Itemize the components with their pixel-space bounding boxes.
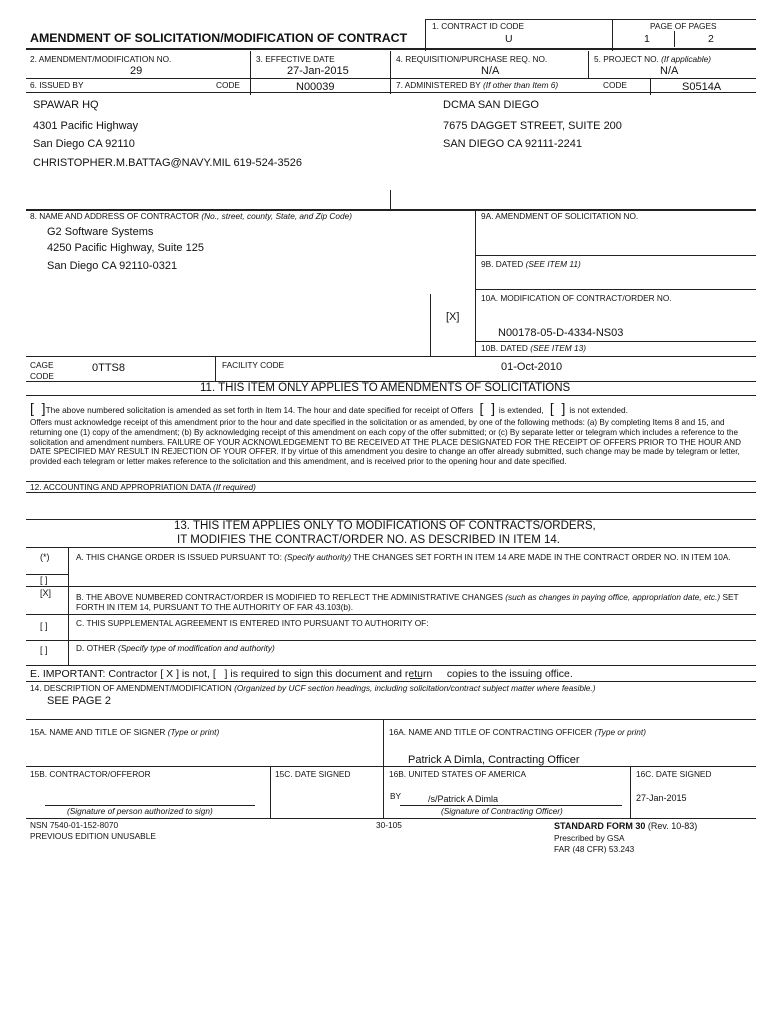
- contract-id-value: U: [505, 33, 513, 45]
- item8-label: 8. NAME AND ADDRESS OF CONTRACTOR (No., street, county, State, and Zip Code): [30, 211, 353, 221]
- item10a-value: N00178-05-D-4334-NS03: [498, 327, 624, 339]
- item12-label: 12. ACCOUNTING AND APPROPRIATION DATA (If required): [30, 482, 256, 492]
- item16a-label: 16A. NAME AND TITLE OF CONTRACTING OFFICER (Type or print): [389, 727, 646, 737]
- item10b-value: 01-Oct-2010: [501, 361, 563, 373]
- item7-label: 7. ADMINISTERED BY (If other than Item 6): [396, 80, 559, 90]
- item6-label: 6. ISSUED BY: [30, 80, 84, 90]
- prescribed-by: Prescribed by GSA: [554, 833, 625, 843]
- offers-not-extended-checkbox[interactable]: [ ]: [545, 400, 570, 416]
- previous-edition: PREVIOUS EDITION UNUSABLE: [30, 831, 156, 841]
- item2-label: 2. AMENDMENT/MODIFICATION NO.: [30, 54, 172, 64]
- far-reference: FAR (48 CFR) 53.243: [554, 844, 635, 854]
- item10a-label: 10A. MODIFICATION OF CONTRACT/ORDER NO.: [481, 293, 672, 303]
- item13a-mark: (*): [40, 552, 50, 562]
- item9a-label: 9A. AMENDMENT OF SOLICITATION NO.: [481, 211, 639, 221]
- contractor-line: G2 Software Systems: [47, 226, 154, 238]
- item13b-text: B. THE ABOVE NUMBERED CONTRACT/ORDER IS MODIFIED TO REFLECT THE ADMINISTRATIVE CHANGES (such as changes in paying office, appropriation date, etc.) SET FORTH IN ITEM 14, PURSUANT TO THE AUTHORITY OF FAR 43.103(b).: [76, 592, 739, 613]
- item13c-text: C. THIS SUPPLEMENTAL AGREEMENT IS ENTERED INTO PURSUANT TO AUTHORITY OF:: [76, 618, 429, 628]
- item7-code-label: CODE: [603, 80, 627, 90]
- item11-line1: [ ]The above numbered solicitation is amended as set forth in Item 14. The hour and date specified for receipt of Offers [ ] is extended, [ ] is not extended.: [30, 400, 628, 416]
- sig15-caption: (Signature of person authorized to sign): [67, 806, 213, 816]
- contractor-line: 4250 Pacific Highway, Suite 125: [47, 242, 204, 254]
- item15c-label: 15C. DATE SIGNED: [275, 769, 351, 779]
- item6-code-label: CODE: [216, 80, 240, 90]
- item3-label: 3. EFFECTIVE DATE: [256, 54, 335, 64]
- cage-label: CAGE: [30, 360, 54, 370]
- standard-form: STANDARD FORM 30 (Rev. 10-83): [554, 821, 698, 831]
- page-of-pages-label: PAGE OF PAGES: [650, 21, 717, 31]
- page-number: 1: [644, 33, 650, 45]
- item16b-signature: /s/Patrick A Dimla: [428, 794, 499, 804]
- item3-value: 27-Jan-2015: [287, 65, 349, 77]
- issued-by-line: SPAWAR HQ: [33, 99, 99, 111]
- item16a-value: Patrick A Dimla, Contracting Officer: [408, 754, 580, 766]
- contractor-line: San Diego CA 92110-0321: [47, 260, 178, 272]
- item7-code-value: S0514A: [682, 81, 722, 93]
- item4-value: N/A: [481, 65, 500, 77]
- item11-checkbox[interactable]: [ ]: [30, 400, 46, 416]
- issued-by-line: San Diego CA 92110: [33, 138, 135, 150]
- by-label: BY: [390, 791, 402, 801]
- item5-value: N/A: [660, 65, 679, 77]
- item14-value: SEE PAGE 2: [47, 695, 111, 707]
- item13-heading-1: 13. THIS ITEM APPLIES ONLY TO MODIFICATIONS OF CONTRACTS/ORDERS,: [174, 520, 596, 532]
- issued-by-line: CHRISTOPHER.M.BATTAG@NAVY.MIL 619-524-3526: [33, 157, 302, 169]
- item5-label: 5. PROJECT NO. (If applicable): [594, 54, 711, 64]
- item-e-important: E. IMPORTANT: Contractor [ X ] is not, [ ] is required to sign this document and return copies to the issuing office.: [30, 668, 573, 680]
- item16c-label: 16C. DATE SIGNED: [636, 769, 712, 779]
- page-total: 2: [708, 33, 714, 45]
- administered-by-line: 7675 DAGGET STREET, SUITE 200: [443, 120, 622, 132]
- administered-by-line: DCMA SAN DIEGO: [443, 99, 539, 111]
- form-code: 30-105: [376, 820, 402, 830]
- item9b-label: 9B. DATED (SEE ITEM 11): [481, 259, 581, 269]
- sig16-caption: (Signature of Contracting Officer): [441, 806, 563, 816]
- contract-id-label: 1. CONTRACT ID CODE: [432, 21, 525, 31]
- item16c-value: 27-Jan-2015: [636, 793, 687, 803]
- item4-label: 4. REQUISITION/PURCHASE REQ. NO.: [396, 54, 548, 64]
- item11-heading: 11. THIS ITEM ONLY APPLIES TO AMENDMENTS OF SOLICITATIONS: [200, 382, 571, 394]
- item13d-text: D. OTHER (Specify type of modification and authority): [76, 643, 275, 653]
- item11-paragraph: Offers must acknowledge receipt of this amendment prior to the hour and date specified in the solicitation or as amended, by one of the following methods: (a) By completing Items 8 and 15, and returning one (1) copy of the amendment; (b) By acknowledging receipt of this amendment on each copy of the offer submitted; or (c) By separate letter or telegram which includes a reference to the solicitation and amendment numbers. FAILURE OF YOUR ACKNOWLEDGEMENT TO BE RECEIVED AT THE PLACE DESIGNATED FOR THE RECEIPT OF OFFERS PRIOR TO THE HOUR AND DATE SPECIFIED MAY RESULT IN REJECTION OF YOUR OFFER. If by virtue of this amendment you desire to change an offer already submitted, such change may be made by telegram or letter, provided each telegram or letter makes reference to the solicitation and this amendment, and is received prior to the opening hour and date specified.: [30, 418, 741, 467]
- cage-value: 0TTS8: [92, 362, 126, 374]
- item13-heading-2: IT MODIFIES THE CONTRACT/ORDER NO. AS DESCRIBED IN ITEM 14.: [177, 534, 560, 546]
- issued-by-line: 4301 Pacific Highway: [33, 120, 139, 132]
- item10a-checkbox[interactable]: [X]: [446, 311, 460, 323]
- item2-value: 29: [130, 65, 143, 77]
- item15b-label: 15B. CONTRACTOR/OFFEROR: [30, 769, 151, 779]
- form-title: AMENDMENT OF SOLICITATION/MODIFICATION OF CONTRACT: [30, 31, 408, 45]
- item13d-checkbox[interactable]: [ ]: [40, 645, 48, 655]
- item6-code-value: N00039: [296, 81, 335, 93]
- item14-label: 14. DESCRIPTION OF AMENDMENT/MODIFICATION (Organized by UCF section headings, including solicitation/contract subject matter where feasible.): [30, 683, 596, 693]
- nsn: NSN 7540-01-152-8070: [30, 820, 119, 830]
- facility-code-label: FACILITY CODE: [222, 360, 285, 370]
- item16b-label: 16B. UNITED STATES OF AMERICA: [389, 769, 527, 779]
- item13c-checkbox[interactable]: [ ]: [40, 621, 48, 631]
- item13b-checkbox[interactable]: [X]: [40, 588, 52, 598]
- item10b-label: 10B. DATED (SEE ITEM 13): [481, 343, 586, 353]
- administered-by-line: SAN DIEGO CA 92111-2241: [443, 138, 582, 150]
- offers-extended-checkbox[interactable]: [ ]: [475, 400, 499, 416]
- item15a-label: 15A. NAME AND TITLE OF SIGNER (Type or print): [30, 727, 220, 737]
- item13a-text: A. THIS CHANGE ORDER IS ISSUED PURSUANT TO: (Specify authority) THE CHANGES SET FORTH IN ITEM 14 ARE MADE IN THE CONTRACT ORDER NO. IN ITEM 10A.: [76, 552, 731, 562]
- cage-label: CODE: [30, 371, 54, 381]
- item13a-checkbox[interactable]: [ ]: [40, 575, 48, 585]
